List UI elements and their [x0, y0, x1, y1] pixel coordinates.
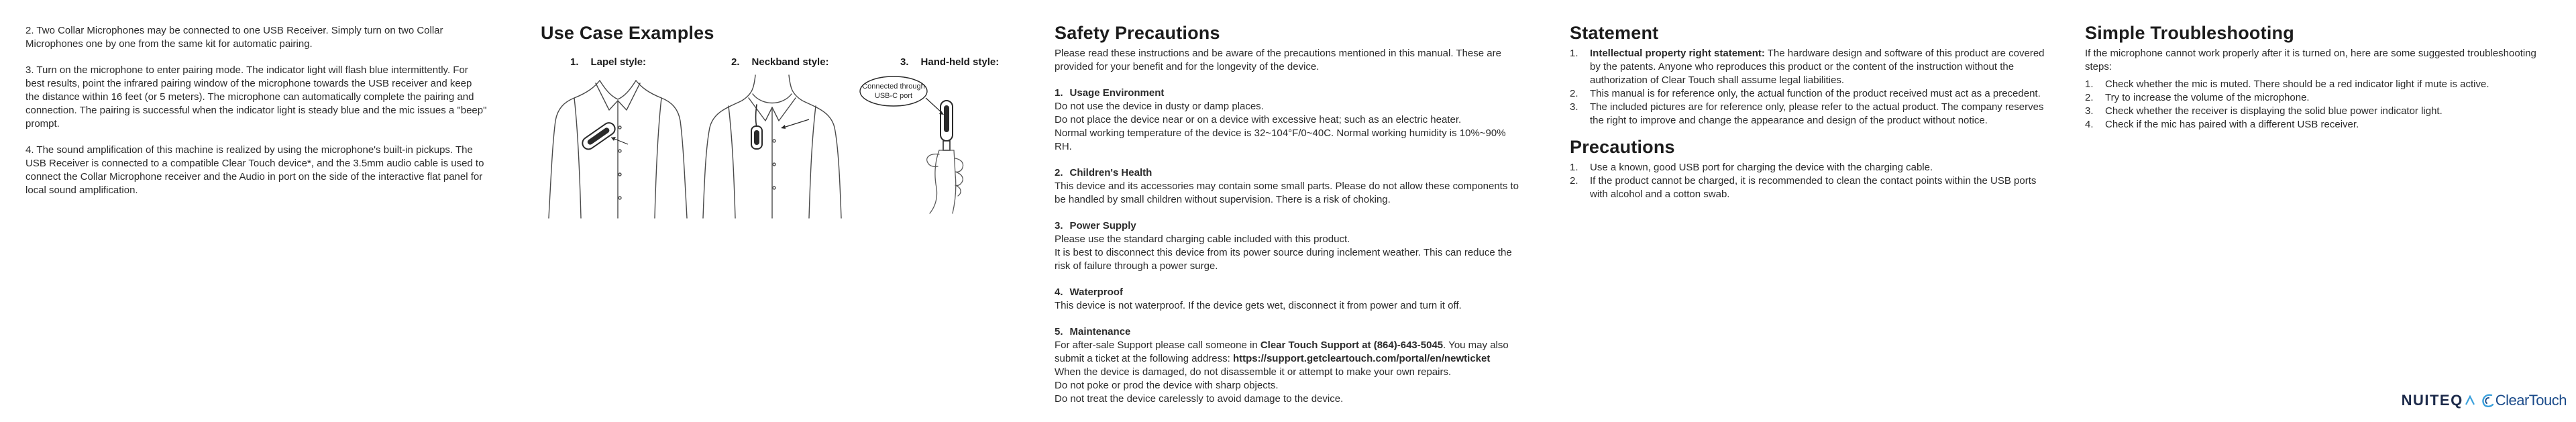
precautions-title: Precautions: [1570, 137, 1675, 157]
list-item: 2. This manual is for reference only, the actual function of the product received must act as a precedent.: [1570, 88, 2041, 99]
safety-panel: [1030, 0, 1546, 422]
safety-line: When the device is damaged, do not disassemble it or attempt to make your own repairs.: [1055, 366, 1452, 378]
safety-item-children: 2. Children's Health This device and its accessories may contain some small parts. Please do not allow these components to be handled by small children without supervision. There is a risk of choking.: [1055, 166, 1524, 207]
paragraph-pairing: 3. Turn on the microphone to enter pairing mode. The indicator light will flash blue intermittently. For best results, point the infrared pairing window of the microphone towards the USB receiver and keep the distance within 16 feet (or 5 meters). The microphone can automatically complete the pairing and connection. The pairing is successful when the indicator light is steady blue and the mic issues a "beep" prompt.: [25, 64, 487, 129]
statement-panel: [1546, 0, 2061, 422]
list-item: 1. Check whether the mic is muted. There should be a red indicator light if mute is active.: [2085, 78, 2489, 90]
support-phone: Clear Touch Support at (864)-643-5045: [1260, 339, 1444, 351]
use-case-panel: [515, 0, 1030, 422]
support-url-link[interactable]: https://support.getcleartouch.com/portal/en/newticket: [1232, 353, 1491, 364]
troubleshooting-list: [2085, 78, 2555, 131]
safety-item-power: 3. Power Supply Please use the standard charging cable included with this product. It is best to disconnect this device from its power source during inclement weather. This can reduce the risk of failure through a power surge.: [1055, 219, 1524, 273]
statement-title: Statement: [1570, 23, 1659, 43]
troubleshooting-panel: [2061, 0, 2576, 422]
statement-list: [1570, 47, 2046, 127]
safety-line: Do not place the device near or on a device with excessive heat; such as an electric heater.: [1055, 114, 1462, 125]
nuiteq-mark-icon: [2465, 395, 2475, 406]
cleartouch-logo: ClearTouch: [2481, 392, 2567, 409]
list-item: 2. If the product cannot be charged, it is recommended to clean the contact points within the USB ports with alcohol and a cotton swab.: [1570, 175, 2037, 200]
use-case-lapel-label: 1. Lapel style:: [570, 56, 647, 68]
list-item: 3. The included pictures are for reference only, please refer to the actual product. The company reserves the right to improve and change the appearance and design of the product without notice.: [1570, 101, 2044, 126]
safety-line: Do not poke or prod the device with sharp objects.: [1055, 380, 1279, 391]
safety-item-usage: 1. Usage Environment Do not use the device in dusty or damp places. Do not place the device near or on a device with excessive heat; such as an electric heater. Normal working temperature of the device is 32~104°F/0~40C. Normal working humidity is 10%~90% RH.: [1055, 87, 1524, 154]
instructions-panel: [0, 0, 515, 422]
safety-line: Do not use the device in dusty or damp places.: [1055, 101, 1264, 112]
neckband-mic-icon: [751, 126, 762, 149]
handheld-mic-icon: [941, 101, 953, 150]
safety-title: Safety Precautions: [1055, 23, 1220, 43]
safety-line: It is best to disconnect this device from its power source during inclement weather. This can reduce the risk of failure through a power surge.: [1055, 247, 1512, 272]
usb-c-callout: [860, 76, 927, 106]
callout-line-2: USB-C port: [874, 92, 913, 100]
use-case-title: Use Case Examples: [541, 23, 714, 43]
handheld-style-illustration: [855, 74, 1016, 215]
callout-line-1: Connected through: [862, 83, 925, 91]
lapel-style-illustration: [547, 74, 688, 221]
maintenance-support-line: For after-sale Support please call someone in Clear Touch Support at (864)-643-5045. You may also submit a ticket at the following address: https://support.getcleartouch.com/portal/en/newticket: [1055, 339, 1509, 364]
use-case-handheld-label: 3. Hand-held style:: [900, 56, 1000, 68]
list-item: 4. Check if the mic has paired with a different USB receiver.: [2085, 119, 2359, 130]
safety-item-waterproof: 4. Waterproof This device is not waterproof. If the device gets wet, disconnect it from power and turn it off.: [1055, 286, 1524, 313]
safety-line: Normal working temperature of the device is 32~104°F/0~40C. Normal working humidity is 10%~90% RH.: [1055, 127, 1506, 152]
troubleshooting-intro: If the microphone cannot work properly after it is turned on, here are some suggested troubleshooting steps:: [2085, 48, 2536, 72]
nuiteq-logo: NUITEQ: [2402, 392, 2475, 409]
safety-item-maintenance: 5. Maintenance For after-sale Support please call someone in Clear Touch Support at (864)-643-5045. You may also submit a ticket at the following address: https://support.getcleartouch.com/portal/en/newticket When the device is damaged, do not disassemble it or attempt to make your own repairs. Do not poke or prod the device with sharp objects. Do not treat the device carelessly to avoid damage to the device.: [1055, 325, 1524, 406]
paragraph-amplification: 4. The sound amplification of this machine is realized by using the microphone's built-in pickups. The USB Receiver is connected to a compatible Clear Touch device*, and the 3.5mm audio cable is used to connect the Collar Microphone receiver and the Audio in port on the side of the interactive flat panel for local sound amplification.: [25, 144, 484, 196]
list-item: 2. Try to increase the volume of the microphone.: [2085, 92, 2310, 103]
safety-line: Do not treat the device carelessly to avoid damage to the device.: [1055, 393, 1344, 405]
cleartouch-mark-icon: [2481, 392, 2494, 409]
lapel-mic-icon: [580, 121, 617, 152]
list-item: 3. Check whether the receiver is displaying the solid blue power indicator light.: [2085, 105, 2443, 117]
list-item: 1. Use a known, good USB port for charging the device with the charging cable.: [1570, 162, 1933, 173]
precautions-list: [1570, 161, 2046, 201]
paragraph-two-mics: 2. Two Collar Microphones may be connected to one USB Receiver. Simply turn on two Collar Microphones one by one from the same kit for automatic pairing.: [25, 25, 443, 50]
brand-logos: [2402, 388, 2567, 413]
list-item: 1. Intellectual property right statement: The hardware design and software of this product are covered by the patents. Anyone who reproduces this product or the content of the instruction without the authorization of Clear Touch shall assume legal liabilities.: [1570, 48, 2045, 86]
troubleshooting-title: Simple Troubleshooting: [2085, 23, 2294, 43]
safety-line: Please use the standard charging cable included with this product.: [1055, 233, 1350, 245]
neckband-style-illustration: [702, 74, 843, 221]
safety-line: This device and its accessories may contain some small parts. Please do not allow these components to be handled by small children without supervision. There is a risk of choking.: [1055, 180, 1519, 205]
use-case-neckband-label: 2. Neckband style:: [731, 56, 829, 68]
safety-line: This device is not waterproof. If the device gets wet, disconnect it from power and turn it off.: [1055, 300, 1462, 311]
safety-intro: Please read these instructions and be aware of the precautions mentioned in this manual. These are provided for your benefit and for the longevity of the device.: [1055, 48, 1501, 72]
